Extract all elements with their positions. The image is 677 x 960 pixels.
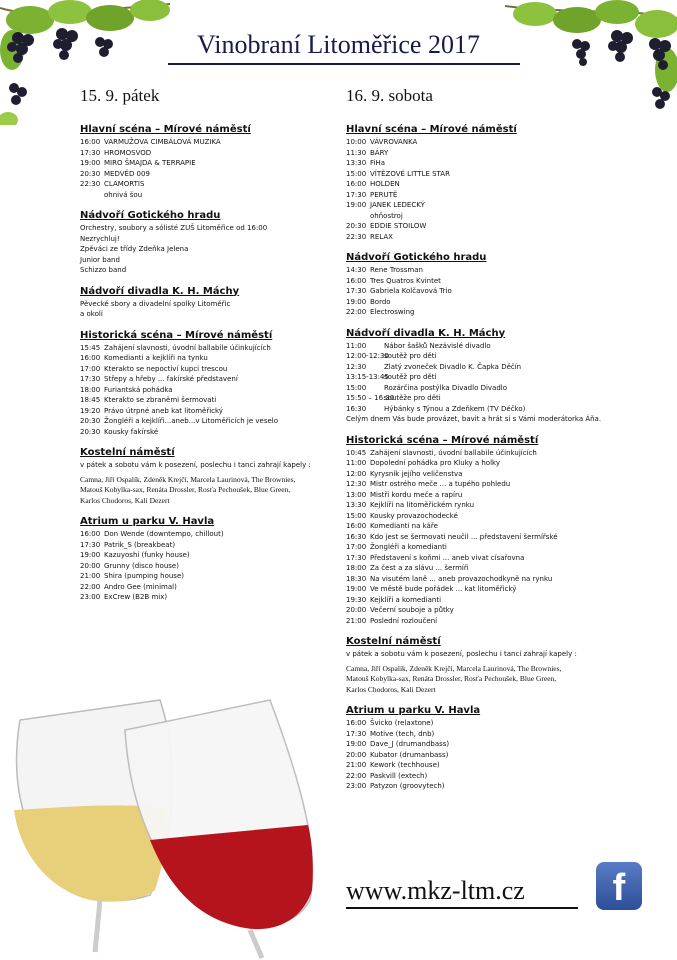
friday-nadvori-divadla-section [80,286,330,320]
schedule-time: 22:30 [80,180,101,188]
schedule-text: Švicko (relaxtone) [370,719,434,727]
schedule-text: Dave_J (drumandbass) [370,740,450,748]
band-lines [80,475,330,507]
schedule-text: Mistr ostrého meče ... a tupého pohledu [370,480,511,488]
schedule-text: MEDVĚD 009 [104,169,150,178]
schedule-row [80,179,330,190]
schedule-time: 17:30 [346,287,367,295]
schedule-time: 11:00 [346,341,367,350]
text-line: a okolí [80,310,103,318]
schedule-list [346,265,636,318]
schedule-row [346,574,636,585]
text-line: Camna, Jiří Ospalík, Zdeněk Krejčí, Marcela Laurinová, The Brownies, [80,474,296,484]
schedule-time: 15:45 [80,343,101,352]
schedule-text: Kubator (drumanbass) [370,750,449,759]
schedule-row [346,148,636,159]
section-title: Nádvoří Gotického hradu [80,210,221,221]
schedule-text: HROMOSVOD [104,148,152,157]
schedule-time: 18:30 [346,574,367,583]
section-title: Historická scéna – Mírové náměstí [346,434,539,446]
friday-hlavni-section [80,124,330,200]
schedule-row [346,404,636,415]
schedule-text: Kterakto se zbraněmi šermovati [104,396,217,404]
schedule-row [346,739,636,750]
schedule-text: Poslední rozloučení [370,616,438,625]
schedule-row [346,276,636,287]
saturday-kostelni-section [346,636,636,695]
schedule-text: Patyzon (groovytech) [370,782,445,790]
schedule-text: CLAMORTIS [104,180,145,188]
schedule-row [80,148,330,159]
section-title: Kostelní náměstí [346,636,441,647]
schedule-text: Střepy a hřeby ... fakírské představení [104,375,238,383]
schedule-text: Bordo [370,297,391,306]
schedule-time: 22:00 [346,771,367,780]
schedule-time: 22:00 [346,308,367,316]
schedule-time: 17:30 [346,729,367,738]
schedule-time [80,190,104,201]
schedule-time: 23:00 [346,782,367,790]
schedule-row [346,211,636,222]
schedule-time: 19:00 [80,159,101,167]
schedule-text: Zahájení slavnosti, úvodní ballabile účinkujících [370,448,537,457]
saturday-heading: 16. 9. sobota [346,86,433,105]
schedule-time: 21:00 [80,572,101,580]
schedule-text: Kterakto se nepoctiví kupci trescou [104,364,228,373]
schedule-time: 20:00 [346,750,367,759]
schedule-text: Mistři kordu meče a rapíru [370,490,463,499]
schedule-text: Kework (techhouse) [370,761,440,769]
text-line: Matouš Kobylka-sax, Renáta Drossler, Rosťa Pechoušek, Blue Green, [346,674,557,683]
text-line: Karlos Chodoros, Kali Dezert [80,495,170,505]
schedule-time: 17:30 [80,148,101,157]
schedule-text: Rene Trossman [370,266,423,274]
schedule-time: 15:50 – 16:30 [346,394,395,402]
schedule-row [80,416,330,427]
schedule-row [346,760,636,771]
schedule-time: 22:00 [80,582,101,591]
schedule-text: Rozárčina postýlka Divadlo Divadlo [384,383,508,392]
text-line: Karlos Chodoros, Kali Dezert [346,684,436,694]
schedule-text: MIRO ŠMAJDA & TERRAPIE [104,159,196,167]
schedule-text: BÁRY [370,148,389,157]
schedule-text: VARMUŽOVA CIMBÁLOVÁ MUZIKA [104,138,221,146]
schedule-row [346,307,636,318]
schedule-row [346,542,636,553]
schedule-text: Motive (tech, dnb) [370,729,435,738]
saturday-atrium-section [346,705,636,792]
friday-atrium-section [80,516,330,603]
section-title: Kostelní náměstí [80,447,175,458]
schedule-row [80,582,330,593]
schedule-row [346,458,636,469]
saturday-hlavni-section [346,124,636,242]
schedule-text: Kejklíři na litoměřickém rynku [370,501,475,509]
schedule-time: 11:30 [346,148,367,157]
schedule-time: 17:00 [80,364,101,373]
wine-glasses-illustration-icon [0,690,330,960]
schedule-row [80,190,330,201]
schedule-row [346,616,636,627]
schedule-row [346,563,636,574]
schedule-time: 23:00 [80,593,101,601]
schedule-text: RELAX [370,232,393,241]
schedule-text: Kousky provazochodecké [370,511,458,520]
schedule-time: 13:30 [346,159,367,167]
schedule-row [80,374,330,385]
schedule-text: Kdo jest se šermovati neučil ... představení šermířské [370,532,558,541]
schedule-row [80,353,330,364]
schedule-text: Za čest a za slávu ... šermíři [370,564,469,572]
schedule-time: 11:00 [346,459,367,467]
schedule-time: 12:00-12:30 [346,352,389,360]
schedule-row [346,781,636,792]
text-line: Junior band [80,255,120,264]
friday-column [80,86,330,613]
schedule-time: 13:00 [346,490,367,499]
schedule-time: 19:00 [346,297,367,306]
schedule-row [346,511,636,522]
schedule-row [346,521,636,532]
schedule-time: 17:00 [346,543,367,551]
schedule-row [346,351,636,362]
website-link[interactable]: www.mkz-ltm.cz [346,876,525,905]
schedule-time: 20:30 [346,222,367,230]
schedule-text: ohňostroj [370,211,403,220]
schedule-list [80,529,330,603]
text-line: Nezrychluj! [80,234,120,243]
schedule-text: Kousky fakírské [104,427,159,436]
schedule-row [80,592,330,603]
schedule-text: Na visutém laně ... aneb provazochodkyně na rynku [370,574,553,583]
schedule-row [346,265,636,276]
schedule-row [346,393,636,404]
schedule-row [346,179,636,190]
schedule-text: EDDIE STOILOW [370,222,427,230]
schedule-time: 17:30 [80,540,101,549]
schedule-text: Zlatý zvoneček Divadlo K. Čapka Děčín [384,362,522,371]
schedule-row [80,385,330,396]
schedule-row [346,469,636,480]
moderator-note: Celým dnem Vás bude provázet, bavit a hrát si s Vámi moderátorka Áňa. [346,415,602,423]
schedule-time [346,211,370,222]
schedule-row [346,200,636,211]
schedule-row [346,605,636,616]
schedule-time: 15:00 [346,169,367,178]
friday-heading: 15. 9. pátek [80,86,160,105]
schedule-time: 16:00 [346,276,367,285]
text-line: Camna, Jiří Ospalík, Zdeněk Krejčí, Marcela Laurinová, The Brownies, [346,663,562,673]
schedule-time: 18:00 [346,564,367,572]
schedule-text: Gabriela Kolčavová Trio [370,287,452,295]
schedule-text: PERUTĚ [370,190,398,199]
schedule-row [346,362,636,373]
schedule-time: 20:30 [80,417,101,425]
schedule-row [346,500,636,511]
schedule-row [80,406,330,417]
schedule-time: 12:00 [346,469,367,478]
schedule-text: VÍTĚZOVÉ LITTLE STAR [370,169,450,178]
schedule-row [346,595,636,606]
schedule-time: 21:00 [346,761,367,769]
schedule-time: 10:45 [346,448,367,457]
text-line: Schizzo band [80,266,127,274]
schedule-text: Dopolední pohádka pro Kluky a holky [370,459,500,467]
schedule-time: 22:30 [346,232,367,241]
schedule-time: 19:00 [346,201,367,209]
schedule-time: 15:00 [346,383,367,392]
text-line: Pěvecké sbory a divadelní spolky Litoměřic [80,299,231,308]
schedule-row [346,372,636,383]
schedule-text: Electroswing [370,308,415,316]
text-line: Matouš Kobylka-sax, Renáta Drossler, Rosťa Pechoušek, Blue Green, [80,485,291,494]
schedule-text: Kyrysník jejího veličenstva [370,469,463,478]
schedule-row [346,490,636,501]
kostelni-intro: v pátek a sobotu vám k posezení, poslechu i tanci zahrají kapely : [80,461,311,469]
schedule-text: ohnivá šou [104,190,143,199]
schedule-time: 21:00 [346,616,367,625]
schedule-text: Komedianti a kejklíři na tynku [104,354,208,362]
schedule-text: soutěž pro děti [384,352,437,360]
saturday-nadvori-divadla-section [346,328,636,425]
schedule-row [80,427,330,438]
schedule-text: Právo útrpné aneb kat litoměřický [104,406,223,415]
friday-historicka-section [80,330,330,438]
schedule-list [346,448,636,627]
section-title: Atrium u parku V. Havla [346,705,481,716]
text-line: Zpěváci ze třídy Zdeňka Jelena [80,245,189,253]
schedule-row [346,479,636,490]
schedule-time: 16:00 [346,522,367,530]
section-title: Atrium u parku V. Havla [80,516,215,527]
schedule-text: Andro Gee (minimal) [104,582,177,591]
schedule-text: JANEK LEDECKÝ [370,201,425,209]
schedule-row [80,395,330,406]
schedule-row [346,750,636,761]
schedule-row [80,137,330,148]
schedule-time: 20:00 [80,561,101,570]
schedule-time: 16:30 [346,532,367,541]
schedule-text: Večerní souboje a půtky [370,606,454,614]
page-title: Vinobraní Litoměřice 2017 [197,30,480,59]
schedule-time: 16:00 [80,530,101,538]
schedule-time: 19:30 [346,595,367,604]
schedule-time: 20:30 [80,427,101,436]
schedule-row [346,137,636,148]
schedule-text: Komedianti na káře [370,522,438,530]
schedule-time: 10:00 [346,138,367,146]
text-lines [80,223,330,276]
text-line: Orchestry, soubory a sólisté ZUŠ Litoměřice od 16:00 [80,224,268,232]
schedule-row [80,550,330,561]
schedule-text: Kazuyoshi (funky house) [104,551,190,559]
schedule-text: Don Wende (downtempo, chillout) [104,530,224,538]
schedule-time: 16:00 [80,354,101,362]
url-underline [346,907,578,909]
schedule-row [80,364,330,375]
schedule-time: 19:20 [80,406,101,415]
schedule-list [346,341,636,415]
schedule-row [346,221,636,232]
section-title: Nádvoří divadla K. H. Máchy [80,285,240,297]
schedule-row [346,158,636,169]
title-underline [168,63,520,65]
schedule-row [80,343,330,354]
schedule-time: 14:30 [346,266,367,274]
schedule-text: Kejklíři a komedianti [370,595,442,604]
schedule-row [346,297,636,308]
kostelni-intro: v pátek a sobotu vám k posezení, poslechu i tanci zahrají kapely : [346,650,577,658]
schedule-row [346,553,636,564]
schedule-time: 20:30 [80,169,101,178]
schedule-time: 17:30 [80,375,101,383]
schedule-row [80,540,330,551]
schedule-row [346,232,636,243]
saturday-column [346,86,636,802]
schedule-list [80,343,330,438]
schedule-row [346,532,636,543]
friday-kostelni-section [80,447,330,506]
schedule-row [346,448,636,459]
schedule-text: Představení s koňmi ... aneb vivat císařovna [370,553,525,562]
schedule-text: soutěže pro děti [384,394,441,402]
schedule-list [346,137,636,242]
schedule-row [346,584,636,595]
schedule-time: 16:00 [346,180,367,188]
schedule-text: VÁVROVANKA [370,138,418,146]
schedule-time: 16:30 [346,404,367,413]
schedule-time: 12:30 [346,480,367,488]
schedule-row [346,286,636,297]
schedule-row [80,561,330,572]
schedule-text: Nábor šašků Nezávislé divadlo [384,341,491,350]
schedule-row [80,529,330,540]
schedule-text: HOLDEN [370,180,400,188]
schedule-time: 17:30 [346,553,367,562]
schedule-list [80,137,330,200]
schedule-time: 16:00 [346,719,367,727]
schedule-time: 13:15-13:45 [346,373,389,381]
schedule-text: Tres Quatros Kvintet [370,276,441,285]
saturday-nadvori-hradu-section [346,252,636,318]
schedule-time: 12:30 [346,362,367,371]
schedule-text: Furiantská pohádka [104,385,173,394]
schedule-row [80,169,330,180]
schedule-text: Paskvill (extech) [370,771,428,780]
schedule-time: 18:00 [80,385,101,394]
schedule-text: soutěž pro děti [384,373,437,381]
schedule-row [346,383,636,394]
friday-nadvori-hradu-section [80,210,330,276]
schedule-text: FiHa [370,159,386,167]
text-lines [80,299,330,320]
schedule-text: Grunny (disco house) [104,561,179,570]
schedule-row [346,169,636,180]
section-title: Nádvoří divadla K. H. Máchy [346,327,506,339]
schedule-row [346,729,636,740]
schedule-time: 19:00 [80,551,101,559]
schedule-text: Žongléři a kejklíři...aneb...v Litoměřicích je veselo [104,417,279,425]
schedule-time: 19:00 [346,585,367,593]
saturday-historicka-section [346,435,636,627]
schedule-text: Ve městě bude pořádek ... kat litoměřický [370,585,517,593]
schedule-time: 13:30 [346,501,367,509]
facebook-icon[interactable]: f [596,862,642,910]
schedule-time: 15:00 [346,511,367,520]
schedule-row [346,718,636,729]
schedule-text: Zahájení slavnosti, úvodní ballabile účinkujících [104,343,271,352]
section-title: Hlavní scéna – Mírové náměstí [346,124,517,135]
schedule-row [80,571,330,582]
schedule-text: Shira (pumping house) [104,572,184,580]
schedule-time: 19:00 [346,740,367,748]
schedule-row [346,771,636,782]
schedule-text: ExCrew (B2B mix) [104,593,168,601]
schedule-list [346,718,636,792]
schedule-time: 17:30 [346,190,367,199]
band-lines [346,664,636,696]
schedule-row [80,158,330,169]
schedule-time: 18:45 [80,396,101,404]
section-title: Hlavní scéna – Mírové náměstí [80,124,251,135]
schedule-row [346,341,636,352]
schedule-row [346,190,636,201]
schedule-text: Patrik_S (breakbeat) [104,540,176,549]
schedule-text: Žongléři a komedianti [370,543,447,551]
section-title: Nádvoří Gotického hradu [346,252,487,263]
schedule-text: Hýbánky s Týnou a Zdeňkem (TV Déčko) [384,404,526,413]
schedule-time: 20:00 [346,606,367,614]
schedule-time: 16:00 [80,138,101,146]
section-title: Historická scéna – Mírové náměstí [80,329,273,341]
